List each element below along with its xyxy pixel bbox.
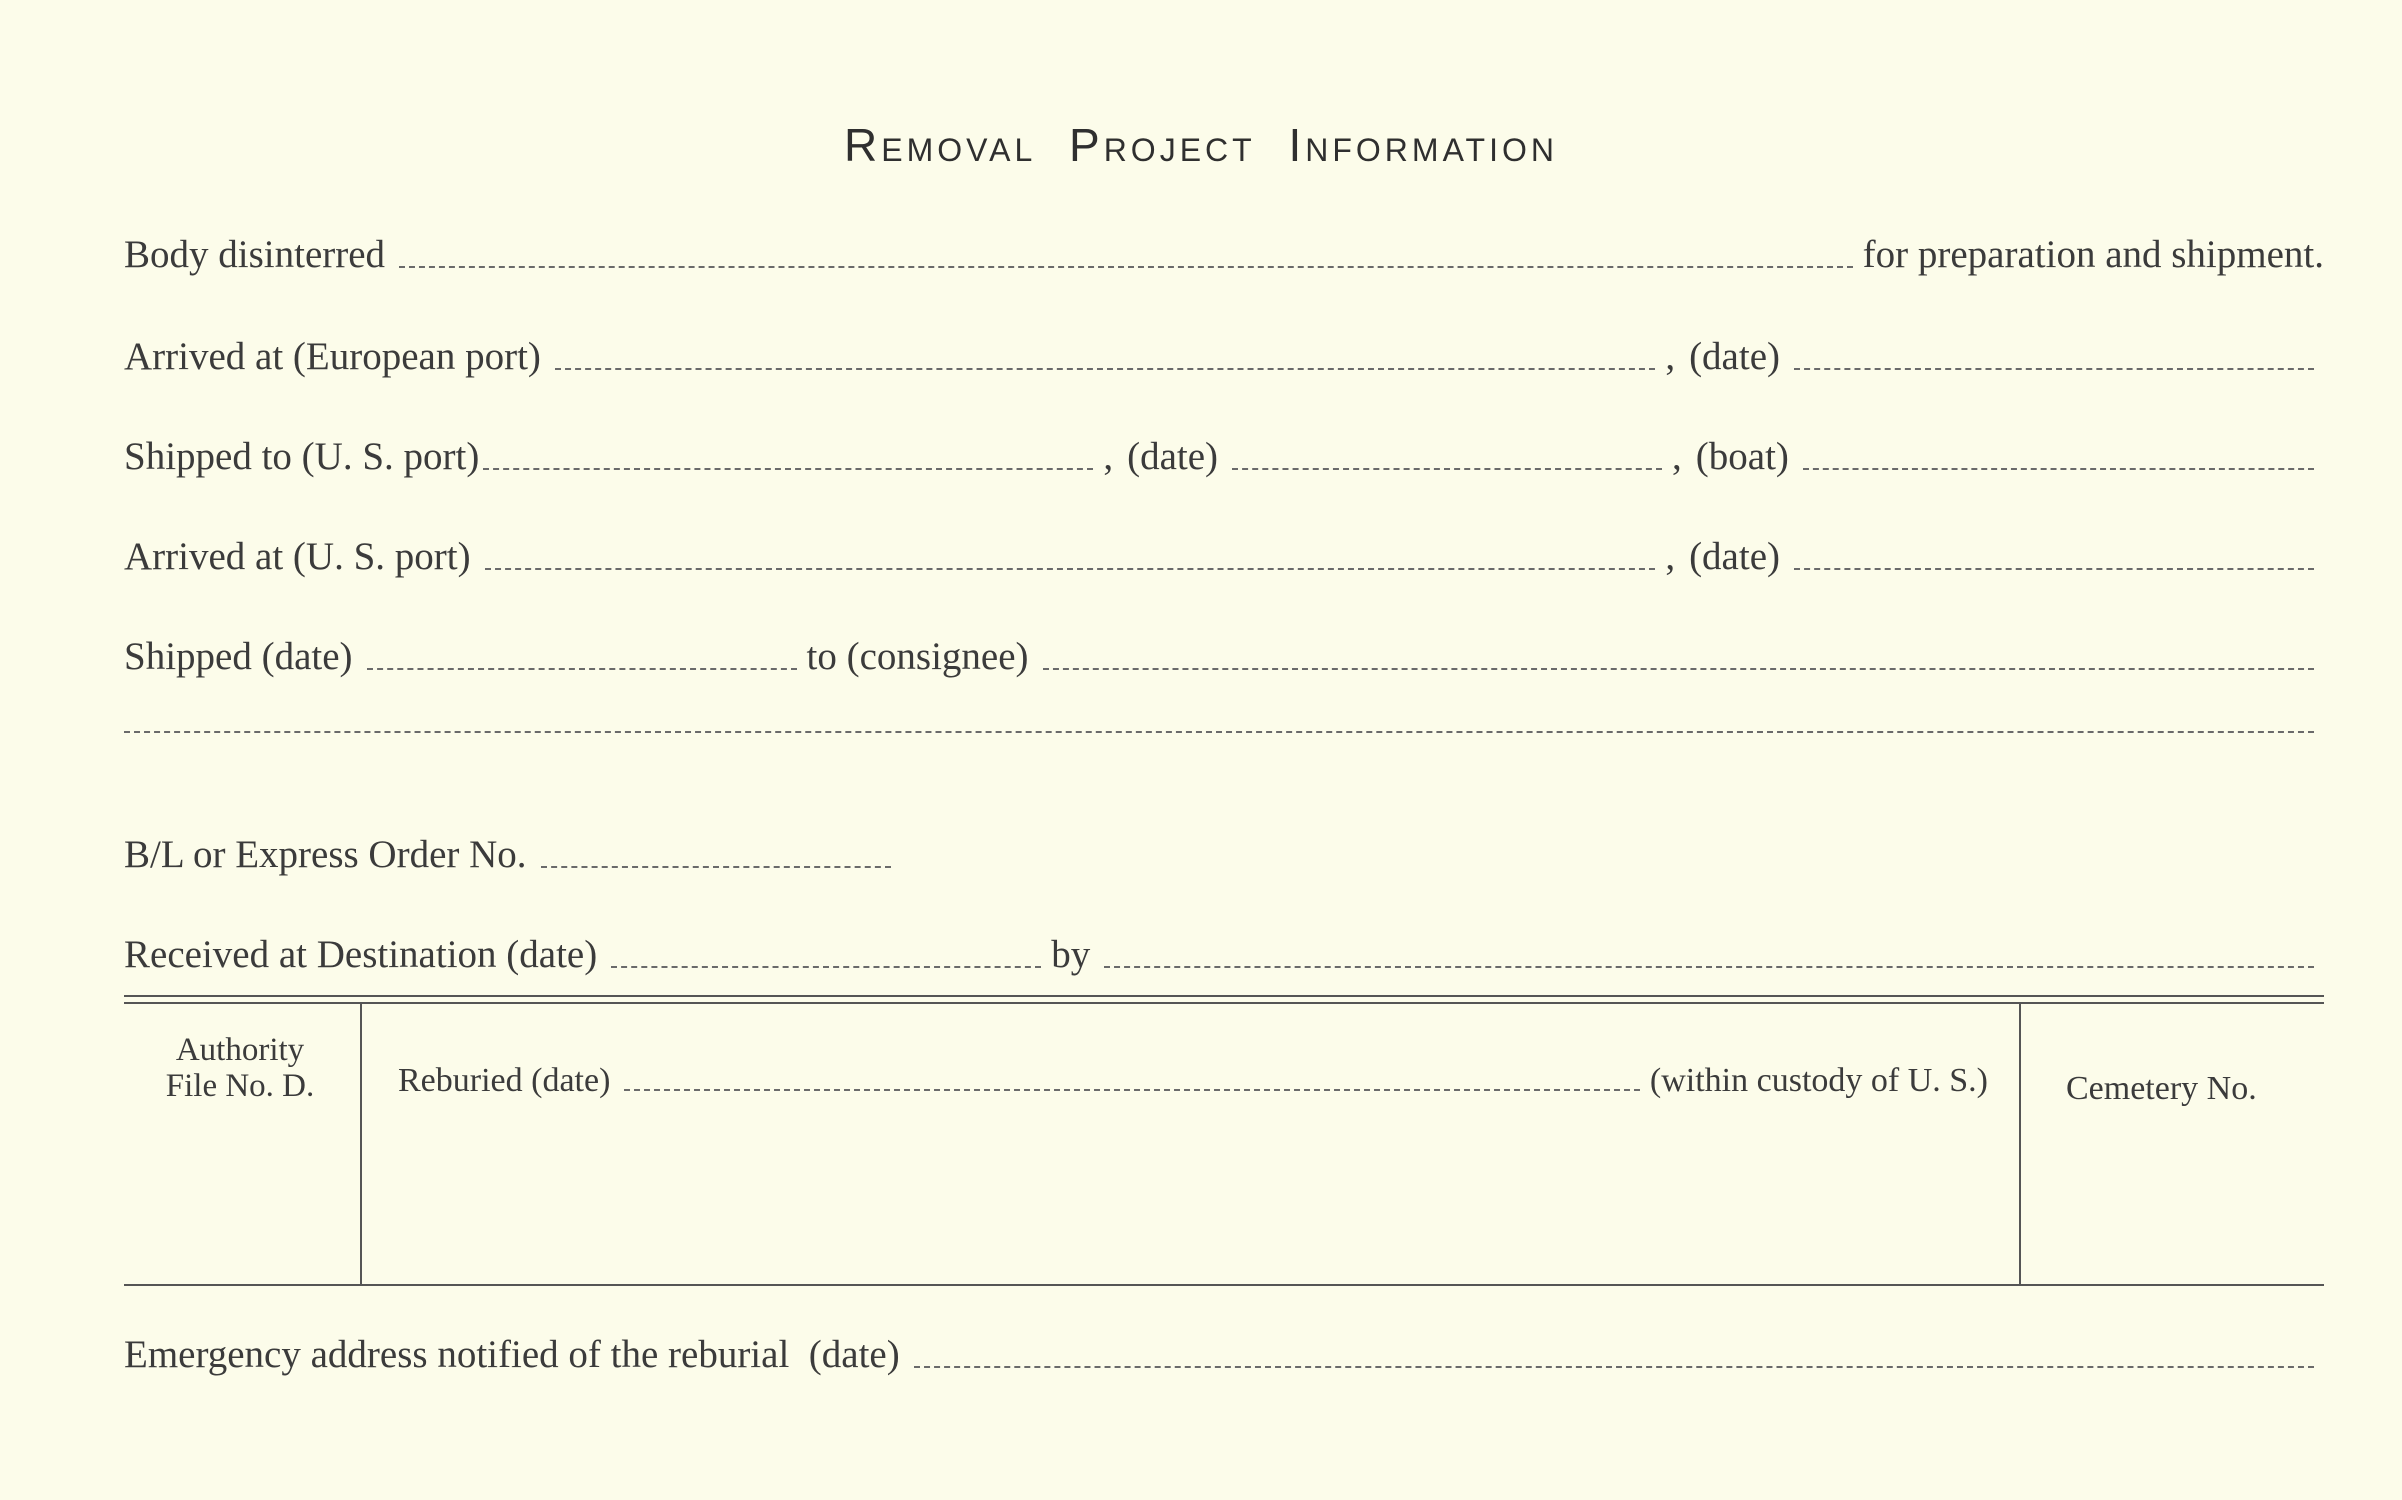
box-bottom-rule <box>124 1284 2324 1286</box>
arrived-us-label: Arrived at (U. S. port) <box>124 535 471 578</box>
emergency-row <box>124 1332 2324 1377</box>
arrived-european-row <box>124 334 2324 379</box>
received-row <box>124 932 2324 977</box>
comma: , <box>1665 535 1676 578</box>
arrived-us-row <box>124 534 2324 579</box>
body-disinterred-label: Body disinterred <box>124 233 386 276</box>
shipped-date-label: Shipped (date) <box>124 635 353 678</box>
preparation-shipment-label: for preparation and shipment. <box>1862 233 2324 276</box>
card-title: Removal Project Information <box>844 119 1558 171</box>
received-date-field[interactable] <box>611 965 1041 968</box>
shipped-us-label: Shipped to (U. S. port) <box>124 435 480 478</box>
reburied-row <box>398 1062 1988 1100</box>
comma: , <box>1103 435 1114 478</box>
emergency-date-field[interactable] <box>914 1365 2314 1368</box>
reburied-label: Reburied (date) <box>398 1062 611 1099</box>
date-label: (date) <box>1689 535 1780 578</box>
box-divider-left <box>360 1004 362 1284</box>
authority-file-label <box>140 1032 340 1104</box>
boat-field[interactable] <box>1803 467 2314 470</box>
emergency-label: Emergency address notified of the reburial (date) <box>124 1333 900 1376</box>
arrived-european-label: Arrived at (European port) <box>124 335 541 378</box>
cemetery-no-label: Cemetery No. <box>2066 1070 2257 1107</box>
received-by-field[interactable] <box>1104 965 2314 968</box>
shipped-date-value-field[interactable] <box>367 667 797 670</box>
comma: , <box>1672 435 1682 478</box>
box-top-rule-2 <box>124 1002 2324 1004</box>
body-disinterred-row <box>124 232 2324 277</box>
consignee-continuation-field[interactable] <box>124 730 2314 733</box>
date-label: (date) <box>1127 435 1219 478</box>
bl-order-field[interactable] <box>541 865 891 868</box>
arrived-us-port-field[interactable] <box>485 567 1656 570</box>
consignee-field[interactable] <box>1043 667 2314 670</box>
shipped-date-field[interactable] <box>1232 467 1662 470</box>
by-label: by <box>1051 933 1091 976</box>
custody-label: (within custody of U. S.) <box>1649 1062 1988 1099</box>
us-port-field[interactable] <box>483 467 1093 470</box>
box-top-rule-1 <box>124 995 2324 997</box>
bl-order-row <box>124 832 2324 877</box>
european-date-field[interactable] <box>1794 367 2314 370</box>
reburied-date-field[interactable] <box>624 1088 1640 1091</box>
consignee-continuation-row <box>124 730 2324 742</box>
comma: , <box>1665 335 1676 378</box>
consignee-label: to (consignee) <box>806 635 1029 678</box>
european-port-field[interactable] <box>555 367 1655 370</box>
shipped-consignee-row <box>124 634 2324 679</box>
shipped-us-row <box>124 434 2324 479</box>
arrived-us-date-field[interactable] <box>1794 567 2314 570</box>
authority-line: Authority <box>175 1032 305 1068</box>
body-disinterred-field[interactable] <box>399 265 1853 268</box>
bl-order-label: B/L or Express Order No. <box>124 833 527 876</box>
box-divider-right <box>2019 1004 2021 1284</box>
boat-label: (boat) <box>1695 435 1789 478</box>
file-no-line: File No. D. <box>165 1068 315 1104</box>
date-label: (date) <box>1689 335 1780 378</box>
received-label: Received at Destination (date) <box>124 933 598 976</box>
